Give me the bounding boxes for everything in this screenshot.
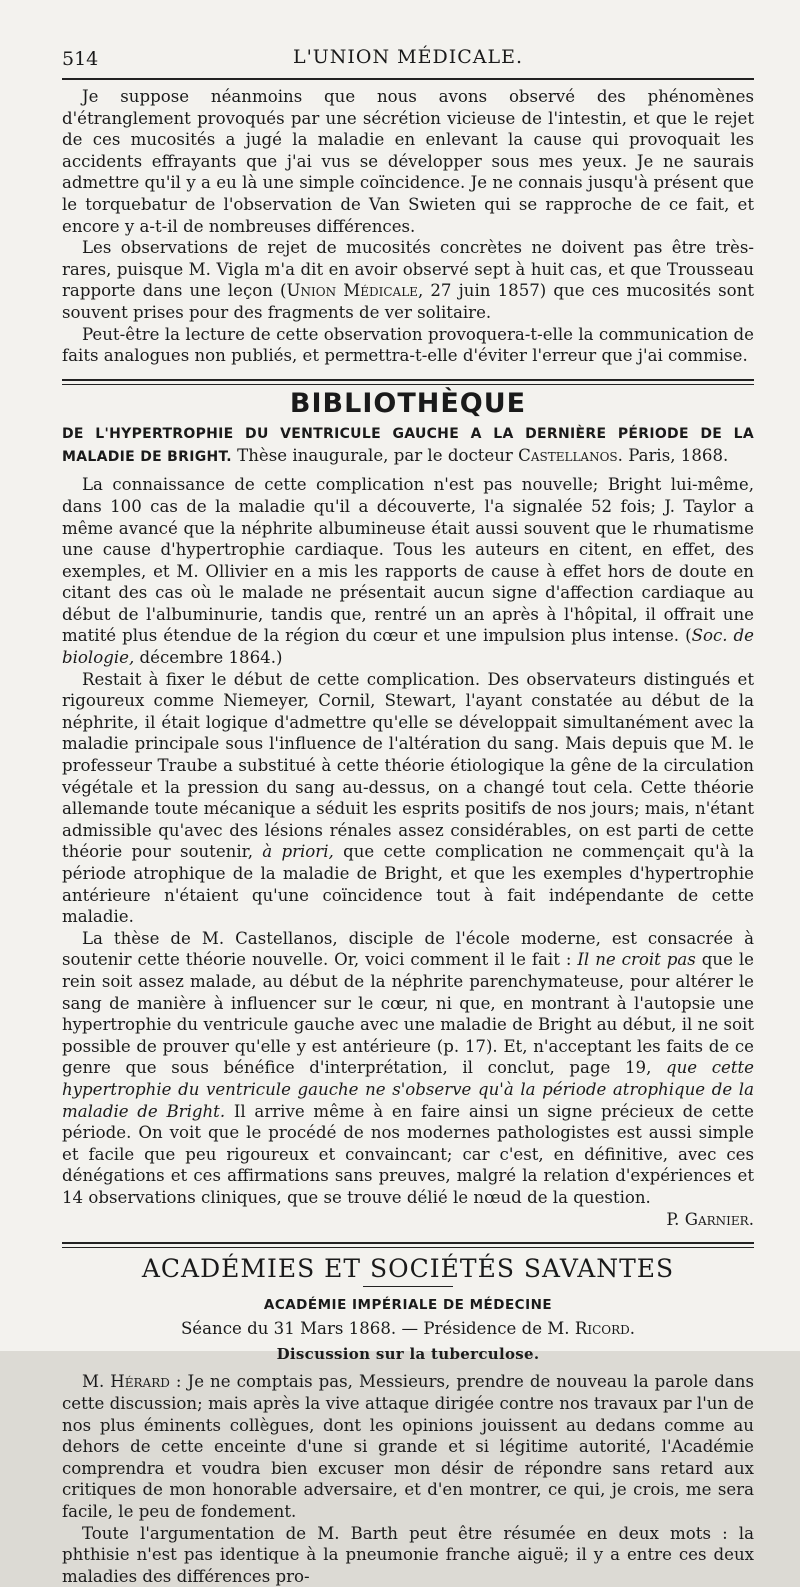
page-body <box>62 86 754 1587</box>
journal-reference: Union Médicale <box>286 281 418 301</box>
review-paragraph-2 <box>62 669 754 928</box>
text-run: . Paris, 1868. <box>617 446 729 466</box>
review-paragraph-1 <box>62 474 754 668</box>
president-name: Ricord <box>574 1319 630 1339</box>
text-run: La thèse de M. Castellanos, disciple de l'école moderne, est consacrée à soutenir cette théorie nouvelle. Or, voici comment il le fait : <box>62 928 754 970</box>
book-author: Castellanos <box>518 446 618 466</box>
bibliotheque-heading: BIBLIOTHÈQUE <box>289 387 527 419</box>
academy-name: ACADÉMIE IMPÉRIALE DE MÉDECINE <box>263 1296 553 1313</box>
speaker-name: M. Hérard <box>82 1372 170 1392</box>
text-run: que cette complication ne commençait qu'à la période atrophique de la maladie de Bright, et que les exemples d'hypertrophie antérieure n'étaient qu'une coïncidence tout à fait indépendante de cette maladie. <box>62 842 754 927</box>
text-run: que le rein soit assez malade, au début de la néphrite parenchymateuse, pour altérer le sang de manière à influencer sur le cœur, ni que, en montrant à l'autopsie une hypertrophie du ventricule gauche avec une maladie de Bright au début, il ne soit possible de prouver qu'elle y est antérieure (p. 17). Et, n'acceptant les faits de ce genre que sous bénéfice d'interprétation, il conclut, page 19, <box>62 950 754 1078</box>
text-run: . <box>629 1319 636 1339</box>
short-rule <box>363 1286 453 1287</box>
seance-line <box>62 1318 754 1340</box>
text-run: Il arrive même à en faire ainsi un signe précieux de cette période. On voit que le procédé de nos modernes pathologistes est aussi simple et facile que peu rigoureux et convaincant; car c'est, en définitive, avec ces dénégations et ces affirmations sans preuves, malgré la relation d'expériences et 14 observations cliniques, que se trouve délié le nœud de la question. <box>62 1101 754 1207</box>
text-run: décembre 1864.) <box>134 648 283 668</box>
italic-run: à priori, <box>262 842 334 862</box>
text-run: Séance du 31 Mars 1868. — Présidence de M. <box>180 1319 575 1339</box>
intro-paragraph-3: Peut-être la lecture de cette observation provoquera-t-elle la communication de faits analogues non publiés, et permettra-t-elle d'éviter l'erreur que j'ai commise. <box>62 324 754 366</box>
text-run: Les observations de rejet de mucosités concrètes ne doivent pas être très-rares, puisque M. Vigla m'a dit en avoir observé sept à huit cas, et que Trousseau rapporte dans une leçon ( <box>62 238 754 301</box>
book-title-caps: DE L'HYPERTROPHIE DU VENTRICULE GAUCHE A LA DERNIÈRE PÉRIODE DE LA MALADIE DE BRIGHT. <box>62 426 754 466</box>
section-divider <box>62 1242 754 1248</box>
text-run: Thèse inaugurale, par le docteur <box>231 446 519 466</box>
italic-run: Il ne croit pas <box>577 950 696 970</box>
italic-run: que cette hypertrophie du ventricule gauche ne s'observe qu'à la période atrophique de la maladie de Bright. <box>62 1058 754 1121</box>
text-run: : Je ne comptais pas, Messieurs, prendre de nouveau la parole dans cette discussion; mais après la vive attaque dirigée contre nos travaux par l'un de nos plus éminents collègues, dont les opinions jouissent au dedans comme au dehors de cette enceinte d'une si grande et si légitime autorité, l'Académie comprendra et voudra bien excuser mon désir de répondre sans retard aux critiques de mon honorable adversaire, et d'en montrer, ce qui, je crois, me sera facile, le peu de fondement. <box>62 1372 754 1522</box>
review-paragraph-3 <box>62 928 754 1209</box>
intro-paragraph-1: Je suppose néanmoins que nous avons observé des phénomènes d'étranglement provoqués par une sécrétion vicieuse de l'intestin, et que le rejet de ces mucosités a jugé la maladie en enlevant la cause qui provoquait les accidents effrayants que j'ai vus se développer sous mes yeux. Je ne saurais admettre qu'il y a eu là une simple coïncidence. Je ne connais jusqu'à présent que le torquebatur de l'observation de Van Swieten qui se rapproche de ce fait, et encore y a-t-il de nombreuses différences. <box>62 87 754 236</box>
text-run: Restait à fixer le début de cette complication. Des observateurs distingués et rigoureux comme Niemeyer, Cornil, Stewart, l'ayant constatée au début de la néphrite, il était logique d'admettre qu'elle se développait simultanément avec la maladie principale sous l'influence de l'altération du sang. Mais depuis que M. le professeur Traube a substitué à cette théorie étiologique la gêne de la circulation végétale et la pression du sang au-dessus, on a changé tout cela. Cette théorie allemande toute mécanique a séduit les esprits positifs de nos jours; mais, n'étant admissible qu'avec des lésions rénales assez considérables, on est parti de cette théorie pour soutenir, <box>62 669 754 862</box>
speech-paragraph-1 <box>62 1371 754 1522</box>
text-run: La connaissance de cette complication n'est pas nouvelle; Bright lui-même, dans 100 cas de la maladie qu'il a découverte, l'a signalée 52 fois; J. Taylor a même avancé que la néphrite albumineuse était aussi souvent que le rhumatisme une cause d'hypertrophie cardiaque. Tous les auteurs en citent, en effet, des exemples, et M. Ollivier en a mis les rapports de cause à effet hors de doute en citant des cas où le malade ne présentait aucun signe d'affection cardiaque au début de l'albuminurie, tandis que, rentré un an après à l'hôpital, il offrait une matité plus étendue de la région du cœur et une impulsion plus intense. ( <box>62 475 754 646</box>
section-divider <box>62 379 754 385</box>
book-details <box>232 446 728 465</box>
page-number: 514 <box>62 48 99 70</box>
review-signature: P. Garnier. <box>666 1209 754 1229</box>
intro-paragraph-2 <box>62 237 754 323</box>
journal-title: L'UNION MÉDICALE. <box>292 46 524 68</box>
discussion-title: Discussion sur la tuberculose. <box>276 1344 540 1363</box>
academies-heading: ACADÉMIES ET SOCIÉTÉS SAVANTES <box>141 1254 675 1284</box>
header-rule <box>62 78 754 80</box>
book-title <box>62 424 754 468</box>
text-run: , 27 juin 1857) que ces mucosités sont souvent prises pour des fragments de ver solitaire. <box>62 281 754 322</box>
running-head <box>62 44 754 74</box>
italic-run: Soc. de biologie, <box>62 626 754 668</box>
speech-paragraph-2: Toute l'argumentation de M. Barth peut être résumée en deux mots : la phthisie n'est pas identique à la pneumonie franche aiguë; il y a entre ces deux maladies des différences pro- <box>62 1523 754 1586</box>
